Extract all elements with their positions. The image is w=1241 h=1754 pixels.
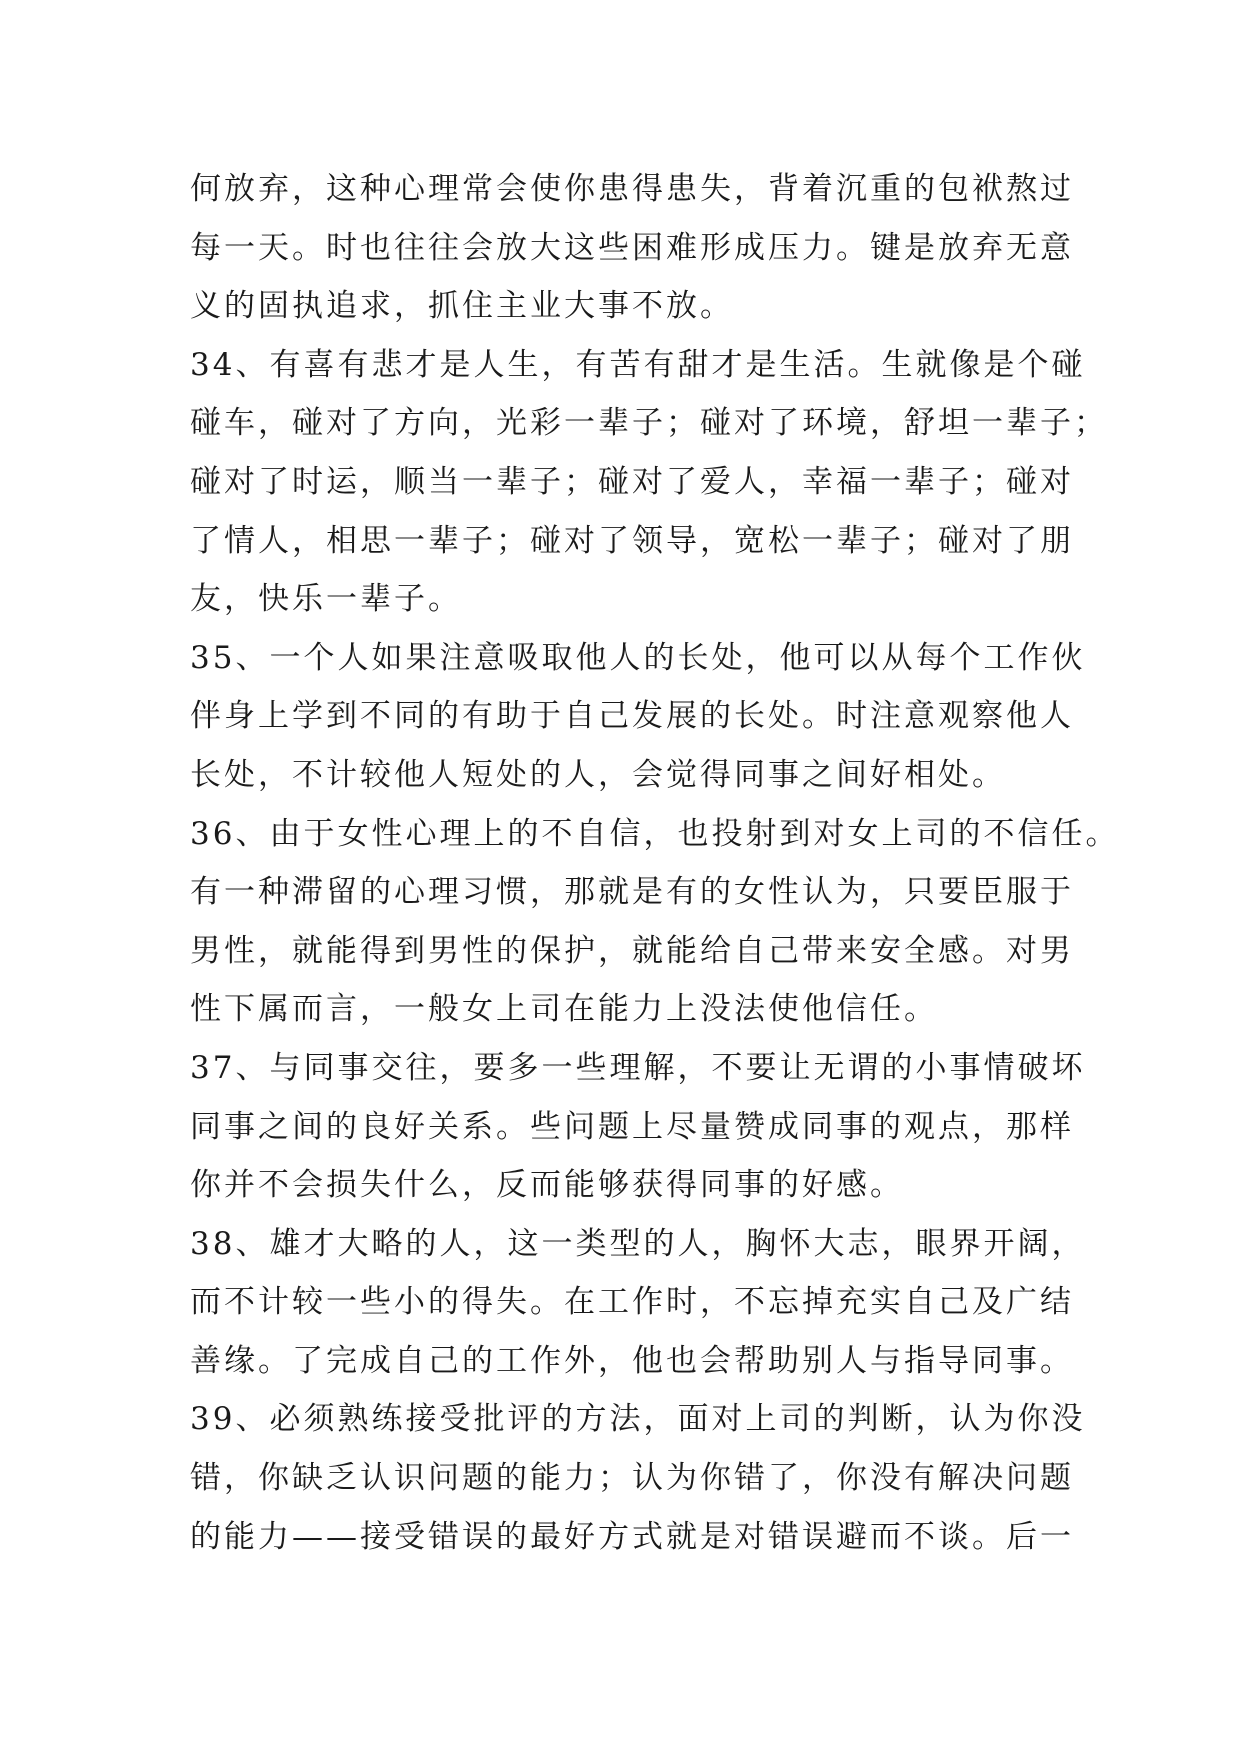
text-line: 而不计较一些小的得失。在工作时，不忘掉充实自己及广结 bbox=[190, 1284, 1074, 1321]
text-line: 有一种滞留的心理习惯，那就是有的女性认为，只要臣服于 bbox=[190, 874, 1074, 911]
text-line: 错，你缺乏认识问题的能力；认为你错了，你没有解决问题 bbox=[190, 1460, 1074, 1497]
body-text bbox=[190, 160, 1120, 1566]
text-line: 碰对了时运，顺当一辈子；碰对了爱人，幸福一辈子；碰对 bbox=[190, 463, 1074, 500]
text-line: 碰车，碰对了方向，光彩一辈子；碰对了环境，舒坦一辈子； bbox=[190, 405, 1108, 442]
text-line: 同事之间的良好关系。些问题上尽量赞成同事的观点，那样 bbox=[190, 1108, 1074, 1145]
text-line: 的能力——接受错误的最好方式就是对错误避而不谈。后一 bbox=[190, 1518, 1074, 1555]
text-line: 37、与同事交往，要多一些理解，不要让无谓的小事情破坏 bbox=[190, 1049, 1086, 1086]
text-line: 何放弃，这种心理常会使你患得患失，背着沉重的包袱熬过 bbox=[190, 171, 1074, 207]
text-line: 男性，就能得到男性的保护，就能给自己带来安全感。对男 bbox=[190, 932, 1074, 969]
text-line: 伴身上学到不同的有助于自己发展的长处。时注意观察他人 bbox=[190, 698, 1074, 735]
text-line: 39、必须熟练接受批评的方法，面对上司的判断，认为你没 bbox=[190, 1401, 1086, 1438]
text-line: 义的固执追求，抓住主业大事不放。 bbox=[190, 288, 734, 325]
text-line: 性下属而言，一般女上司在能力上没法使他信任。 bbox=[190, 991, 938, 1028]
text-line: 34、有喜有悲才是人生，有苦有甜才是生活。生就像是个碰 bbox=[190, 346, 1086, 383]
text-line: 长处，不计较他人短处的人，会觉得同事之间好相处。 bbox=[190, 756, 1006, 793]
text-line: 每一天。时也往往会放大这些困难形成压力。键是放弃无意 bbox=[190, 229, 1074, 266]
text-line: 36、由于女性心理上的不自信，也投射到对女上司的不信任。 bbox=[190, 815, 1120, 852]
text-line: 善缘。了完成自己的工作外，他也会帮助别人与指导同事。 bbox=[190, 1342, 1074, 1379]
text-line: 你并不会损失什么，反而能够获得同事的好感。 bbox=[190, 1167, 904, 1204]
text-line: 38、雄才大略的人，这一类型的人，胸怀大志，眼界开阔， bbox=[190, 1225, 1086, 1262]
text-line: 了情人，相思一辈子；碰对了领导，宽松一辈子；碰对了朋 bbox=[190, 522, 1074, 559]
text-line: 35、一个人如果注意吸取他人的长处，他可以从每个工作伙 bbox=[190, 639, 1086, 676]
text-line: 友，快乐一辈子。 bbox=[190, 581, 462, 618]
